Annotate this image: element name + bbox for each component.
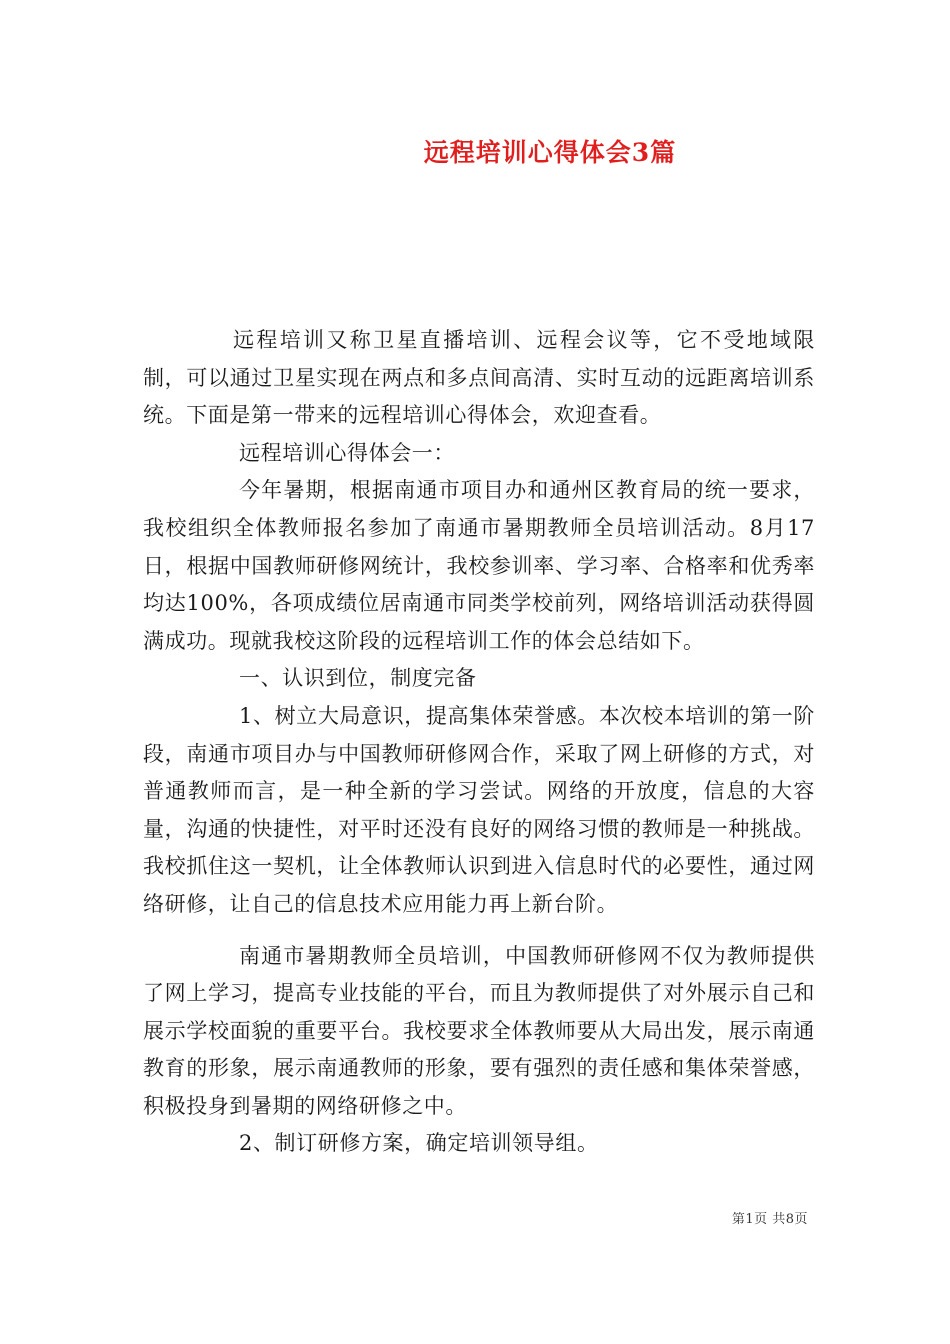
paragraph-platform: 南通市暑期教师全员培训，中国教师研修网不仅为教师提供了网上学习，提高专业技能的平台，而且为教师提供了对外展示自己和展示学校面貌的重要平台。我校要求全体教师要从大局出发，展示南通教育的形象，展示南通教师的形象，要有强烈的责任感和集体荣誉感，积极投身到暑期的网络研修之中。 <box>143 943 815 1118</box>
paragraph-item-1: 1、树立大局意识，提高集体荣誉感。本次校本培训的第一阶段，南通市项目办与中国教师研修网合作，采取了网上研修的方式，对普通教师而言，是一种全新的学习尝试。网络的开放度，信息的大容量，沟通的快捷性，对平时还没有良好的网络习惯的教师是一种挑战。我校抓住这一契机，让全体教师认识到进入信息时代的必要性，通过网络研修，让自己的信息技术应用能力再上新台阶。 <box>143 703 815 916</box>
document-title: 远程培训心得体会3篇 <box>423 138 677 167</box>
paragraph-intro: 远程培训又称卫星直播培训、远程会议等，它不受地域限制，可以通过卫星实现在两点和多点间高清、实时互动的远距离培训系统。下面是第一带来的远程培训心得体会，欢迎查看。 <box>143 328 815 428</box>
section-heading-1: 一、认识到位，制度完备 <box>239 666 477 691</box>
paragraph-item-2: 2、制订研修方案，确定培训领导组。 <box>239 1131 599 1156</box>
document-body <box>143 322 815 1163</box>
paragraph-summary: 今年暑期，根据南通市项目办和通州区教育局的统一要求，我校组织全体教师报名参加了南通市暑期教师全员培训活动。8月17日，根据中国教师研修网统计，我校参训率、学习率、合格率和优秀率均达100%，各项成绩位居南通市同类学校前列，网络培训活动获得圆满成功。现就我校这阶段的远程培训工作的体会总结如下。 <box>143 478 815 653</box>
page-number: 第1页 共8页 <box>731 1212 808 1227</box>
paragraph-heading-part-one: 远程培训心得体会一： <box>239 440 455 465</box>
